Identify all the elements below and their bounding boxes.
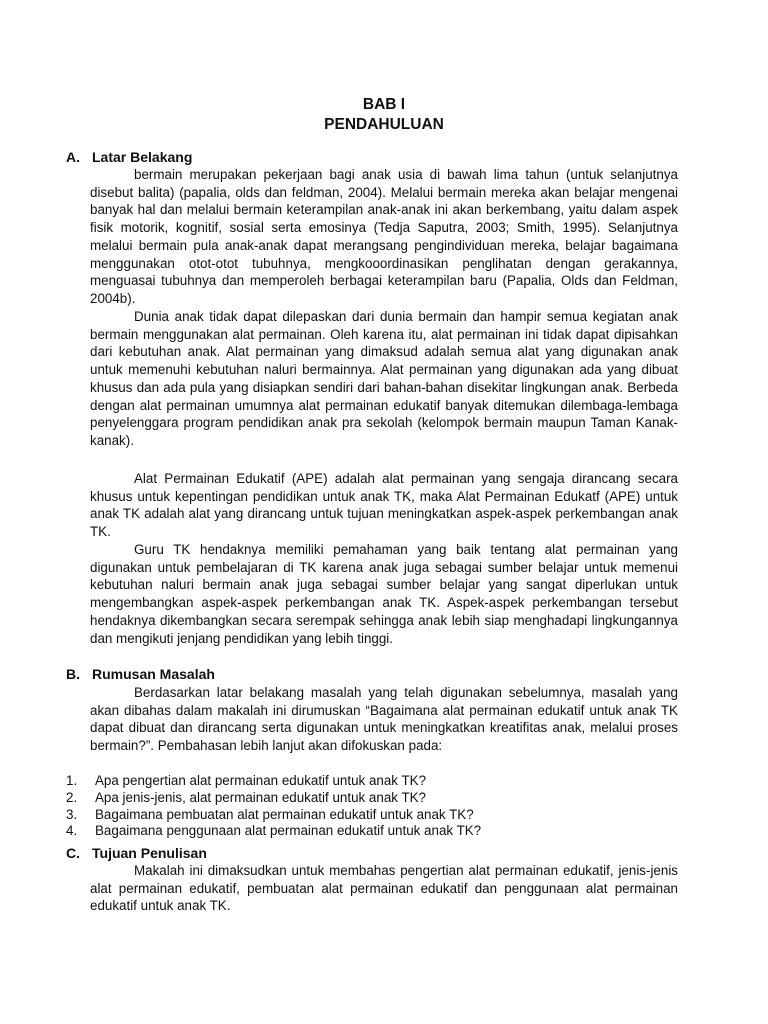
section-heading-a <box>66 149 192 166</box>
paragraph: Guru TK hendaknya memiliki pemahaman yang baik tentang alat permainan yang digunakan untuk pembelajaran di TK karena anak juga sebagai sumber belajar untuk memenui kebutuhan naluri bermain anak juga sebagai sumber belajar yang sangat diperlukan untuk mengembangkan aspek-aspek perkembangan anak TK. Aspek-aspek perkembangan tersebut hendaknya dikembangkan secara serempak sehingga anak lebih siap menghadapi lingkungannya dan mengikuti jenjang pendidikan yang lebih tinggi. <box>90 542 678 646</box>
question-list <box>66 773 481 840</box>
paragraph: Alat Permainan Edukatif (APE) adalah alat permainan yang sengaja dirancang secara khusus untuk kepentingan pendidikan untuk anak TK, maka Alat Permainan Edukatf (APE) untuk anak TK adalah alat yang dirancang untuk tujuan meningkatkan aspek-aspek perkembangan anak TK. <box>90 471 678 540</box>
list-text: Apa pengertian alat permainan edukatif untuk anak TK? <box>95 773 427 788</box>
section-heading-b <box>66 666 215 683</box>
list-number: 1. <box>66 773 78 788</box>
paragraph: bermain merupakan pekerjaan bagi anak usia di bawah lima tahun (untuk selanjutnya disebut balita) (papalia, olds dan feldman, 2004). Melalui bermain mereka akan belajar mengenai banyak hal dan melalui bermain keterampilan anak-anak ini akan berkembang, yaitu dalam aspek fisik motorik, kognitif, sosial serta emosinya (Tedja Saputra, 2003; Smith, 1995). Selanjutnya melalui bermain pula anak-anak dapat merangsang pengindividuan mereka, belajar bagaimana menggunakan otot-otot tubuhnya, mengkooordinasikan penglihatan dengan gerakannya, menguasai tubuhnya dan memperoleh berbagai keterampilan baru (Papalia, Olds dan Feldman, 2004b). <box>90 167 678 306</box>
section-title: Latar Belakang <box>92 149 193 165</box>
list-number: 4. <box>66 823 78 839</box>
list-number: 2. <box>66 789 78 805</box>
list-text: Apa jenis-jenis, alat permainan edukatif untuk anak TK? <box>95 789 426 805</box>
section-mark: B. <box>66 666 80 682</box>
list-item <box>66 790 481 807</box>
paragraph: Berdasarkan latar belakang masalah yang telah digunakan sebelumnya, masalah yang akan dibahas dalam makalah ini dirumuskan “Bagaimana alat permainan edukatif untuk anak TK dapat dibuat dan dirancang serta digunakan untuk meningkatkan kreatifitas anak, melalui proses bermain?”. Pembahasan lebih lanjut akan difokuskan pada: <box>90 685 678 754</box>
chapter-title: PENDAHULUAN <box>324 116 444 133</box>
list-number: 3. <box>66 806 78 822</box>
section-mark: A. <box>66 149 80 165</box>
paragraph: Makalah ini dimaksudkan untuk membahas pengertian alat permainan edukatif, jenis-jenis alat permainan edukatif, pembuatan alat permainan edukatif dan penggunaan alat permainan edukatif untuk anak TK. <box>90 863 678 914</box>
section-mark: C. <box>66 845 80 861</box>
list-text: Bagaimana pembuatan alat permainan edukatif untuk anak TK? <box>95 806 474 822</box>
section-heading-c <box>66 845 207 862</box>
list-item <box>66 807 481 824</box>
list-item <box>66 823 481 840</box>
list-text: Bagaimana penggunaan alat permainan edukatif untuk anak TK? <box>95 823 482 839</box>
list-item <box>66 773 481 790</box>
chapter-number: BAB I <box>362 96 406 113</box>
section-title: Tujuan Penulisan <box>92 845 207 861</box>
section-title: Rumusan Masalah <box>92 666 215 682</box>
paragraph: Dunia anak tidak dapat dilepaskan dari dunia bermain dan hampir semua kegiatan anak bermain menggunakan alat permainan. Oleh karena itu, alat permainan ini tidak dapat dipisahkan dari kebutuhan anak. Alat permainan yang dimaksud adalah semua alat yang digunakan anak untuk memenuhi kebutuhan naluri bermainnya. Alat permainan yang digunakan ada yang dibuat khusus dan ada pula yang disiapkan sendiri dari bahan-bahan disekitar lingkungan anak. Berbeda dengan alat permainan umumnya alat permainan edukatif banyak ditemukan dilembaga-lembaga penyelenggara program pendidikan anak pra sekolah (kelompok bermain maupun Taman Kanak-kanak). <box>90 309 678 448</box>
